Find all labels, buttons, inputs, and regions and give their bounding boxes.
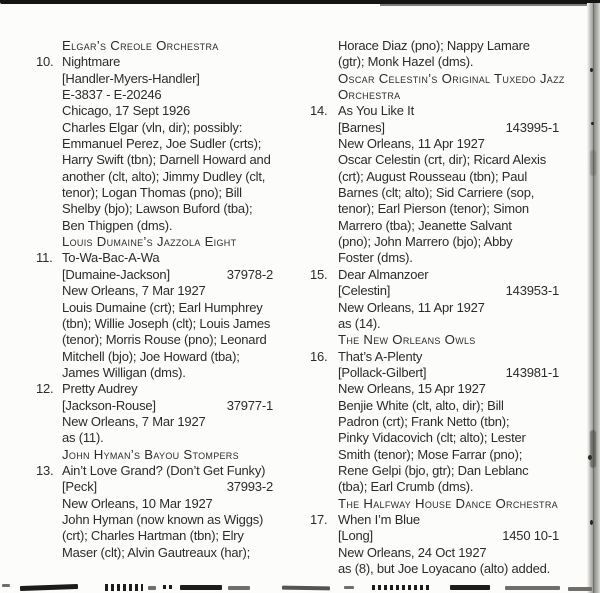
composer-matrix-line (310, 528, 559, 544)
matrix-number: 1450 10-1 (502, 528, 559, 544)
scan-smudge (180, 585, 222, 590)
scan-top-edge-shadow (380, 4, 600, 6)
detail-line: Maser (clt); Alvin Gautreaux (har); (62, 544, 251, 560)
right-column (310, 38, 578, 577)
entry-number: 14. (310, 103, 328, 119)
detail-line: (gtr); Monk Hazel (dms). (338, 54, 474, 70)
band-name: The Halfway House Dance Orchestra (338, 495, 558, 511)
scan-smudge (450, 585, 490, 590)
matrix-number: 143981-1 (505, 364, 559, 380)
detail-line: New Orleans, 11 Apr 1927 (338, 136, 485, 152)
detail-line: (pno); John Marrero (bjo); Abby (338, 234, 513, 250)
detail-line: (tenor); Morris Rouse (pno); Leonard (62, 332, 267, 348)
composer-credit: [Celestin] (338, 283, 391, 299)
detail-line: New Orleans, 7 Mar 1927 (62, 283, 206, 299)
composer-matrix-line (36, 267, 273, 283)
composer-matrix-line (310, 365, 559, 381)
detail-line: Horace Diaz (pno); Nappy Lamare (338, 38, 530, 53)
detail-line: Benjie White (clt, alto, dir); Bill (338, 397, 504, 413)
composer-credit: [Dumaine-Jackson] (62, 266, 170, 282)
scan-smudge (344, 586, 354, 589)
detail-line: James Willigan (dms). (62, 364, 186, 380)
matrix-number: 143953-1 (505, 283, 559, 299)
detail-line: Charles Elgar (vln, dir); possibly: (62, 119, 243, 135)
entry-title: That’s A-Plenty (338, 348, 423, 364)
scan-smudge (2, 584, 10, 587)
detail-line: Harry Swift (tbn); Darnell Howard and (62, 152, 271, 168)
detail-line: another (clt, alto); Jimmy Dudley (clt, (62, 168, 266, 184)
composer-credit: [Peck] (62, 479, 97, 495)
entry-title-line (310, 349, 578, 365)
entry-title: As You Like It (338, 103, 414, 119)
entry-number: 10. (36, 54, 54, 70)
scan-speck (590, 520, 593, 525)
entry-title: Dear Almanzoer (338, 266, 429, 282)
entry-number: 16. (310, 348, 328, 364)
band-name: Louis Dumaine’s Jazzola Eight (62, 234, 237, 250)
detail-line: New Orleans, 11 Apr 1927 (338, 299, 485, 315)
band-name: The New Orleans Owls (338, 332, 476, 348)
entry-number: 13. (36, 462, 54, 478)
composer-credit: [Jackson-Rouse] (62, 397, 156, 413)
detail-line: Padron (crt); Frank Netto (tbn); (338, 413, 510, 429)
detail-line: Barnes (clt; alto); Sid Carriere (sop, (338, 185, 535, 201)
detail-line: Shelby (bjo); Lawson Buford (tba); (62, 201, 253, 217)
entry-title: Pretty Audrey (62, 381, 138, 397)
scan-smudge (105, 584, 143, 591)
entry-title-line (36, 463, 298, 479)
scan-smudge (148, 586, 156, 590)
detail-line: Foster (dms). (338, 250, 413, 266)
entry-title-line (36, 54, 298, 70)
entry-title: To-Wa-Bac-A-Wa (62, 250, 160, 266)
entry-title-line (36, 250, 298, 266)
detail-line: (tba); Earl Crumb (dms). (338, 479, 474, 495)
entry-title-line (310, 267, 578, 283)
scan-smudge (228, 586, 250, 590)
detail-line: (tbn); Willie Joseph (clt); Louis James (62, 315, 271, 331)
band-name: Orchestra (338, 87, 401, 103)
detail-line: New Orleans, 15 Apr 1927 (338, 381, 486, 397)
detail-line: E-3837 - E-20246 (62, 87, 162, 103)
scan-smudge (282, 586, 330, 591)
detail-line: New Orleans, 10 Mar 1927 (62, 495, 213, 511)
entry-number: 15. (310, 266, 328, 282)
detail-line: tenor); Earl Pierson (tenor); Simon (338, 201, 529, 217)
composer-matrix-line (36, 479, 273, 495)
entry-title: Nightmare (62, 54, 121, 70)
scan-smudge (590, 150, 596, 176)
scan-gutter-line (593, 3, 595, 593)
entry-title-line (310, 512, 578, 528)
detail-line: tenor); Logan Thomas (pno); Bill (62, 185, 242, 201)
detail-line: as (8), but Joe Loyacano (alto) added. (338, 561, 551, 576)
scan-bottom-edge (0, 581, 600, 593)
scan-smudge (20, 584, 78, 591)
matrix-number: 37977-1 (226, 397, 273, 413)
detail-line: as (14). (338, 315, 381, 331)
detail-line: Oscar Celestin (crt, dir); Ricard Alexis (338, 152, 546, 168)
entry-number: 17. (310, 511, 328, 527)
composer-matrix-line (310, 283, 559, 299)
scan-smudge (372, 585, 430, 590)
composer-matrix-line (36, 398, 273, 414)
scan-smudge (568, 587, 592, 591)
scan-gutter-band (587, 3, 600, 593)
detail-line: Mitchell (bjo); Joe Howard (tba); (62, 348, 240, 364)
scan-speck (590, 68, 593, 72)
detail-line: Marrero (tba); Jeanette Salvant (338, 217, 512, 233)
left-column (36, 38, 298, 561)
detail-line: Chicago, 17 Sept 1926 (62, 103, 191, 119)
matrix-number: 143995-1 (505, 119, 559, 135)
composer-credit: [Barnes] (338, 119, 385, 135)
detail-line: (crt); Charles Hartman (tbn); Elry (62, 528, 244, 544)
entry-title: Ain’t Love Grand? (Don’t Get Funky) (62, 462, 266, 478)
detail-line: Louis Dumaine (crt); Earl Humphrey (62, 299, 263, 315)
band-name: Oscar Celestin’s Original Tuxedo Jazz (338, 70, 565, 86)
detail-line: as (11). (62, 430, 104, 446)
composer-credit: [Long] (338, 528, 373, 544)
entry-title-line (310, 103, 578, 119)
detail-line: New Orleans, 7 Mar 1927 (62, 413, 206, 429)
entry-title-line (36, 381, 298, 397)
detail-line: Rene Gelpi (bjo, gtr); Dan Leblanc (338, 462, 529, 478)
detail-line: Pinky Vidacovich (clt; alto); Lester (338, 430, 526, 446)
band-name: Elgar’s Creole Orchestra (62, 38, 219, 53)
detail-line: Ben Thigpen (dms). (62, 217, 173, 233)
scan-smudge (505, 586, 560, 590)
detail-line: [Handler-Myers-Handler] (62, 70, 200, 86)
scan-speck (591, 122, 594, 125)
composer-matrix-line (310, 120, 559, 136)
matrix-number: 37993-2 (226, 479, 273, 495)
matrix-number: 37978-2 (226, 266, 273, 282)
entry-title: When I’m Blue (338, 511, 420, 527)
detail-line: (crt); August Rousseau (tbn); Paul (338, 168, 528, 184)
detail-line: John Hyman (now known as Wiggs) (62, 511, 264, 527)
scan-smudge (590, 430, 596, 468)
entry-number: 11. (36, 250, 53, 266)
detail-line: Smith (tenor); Mose Farrar (pno); (338, 446, 523, 462)
scan-smudge (163, 585, 175, 589)
detail-line: Emmanuel Perez, Joe Sudler (crts); (62, 136, 262, 152)
band-name: John Hyman’s Bayou Stompers (62, 446, 239, 462)
detail-line: New Orleans, 24 Oct 1927 (338, 544, 487, 560)
composer-credit: [Pollack-Gilbert] (338, 364, 427, 380)
entry-number: 12. (36, 381, 54, 397)
